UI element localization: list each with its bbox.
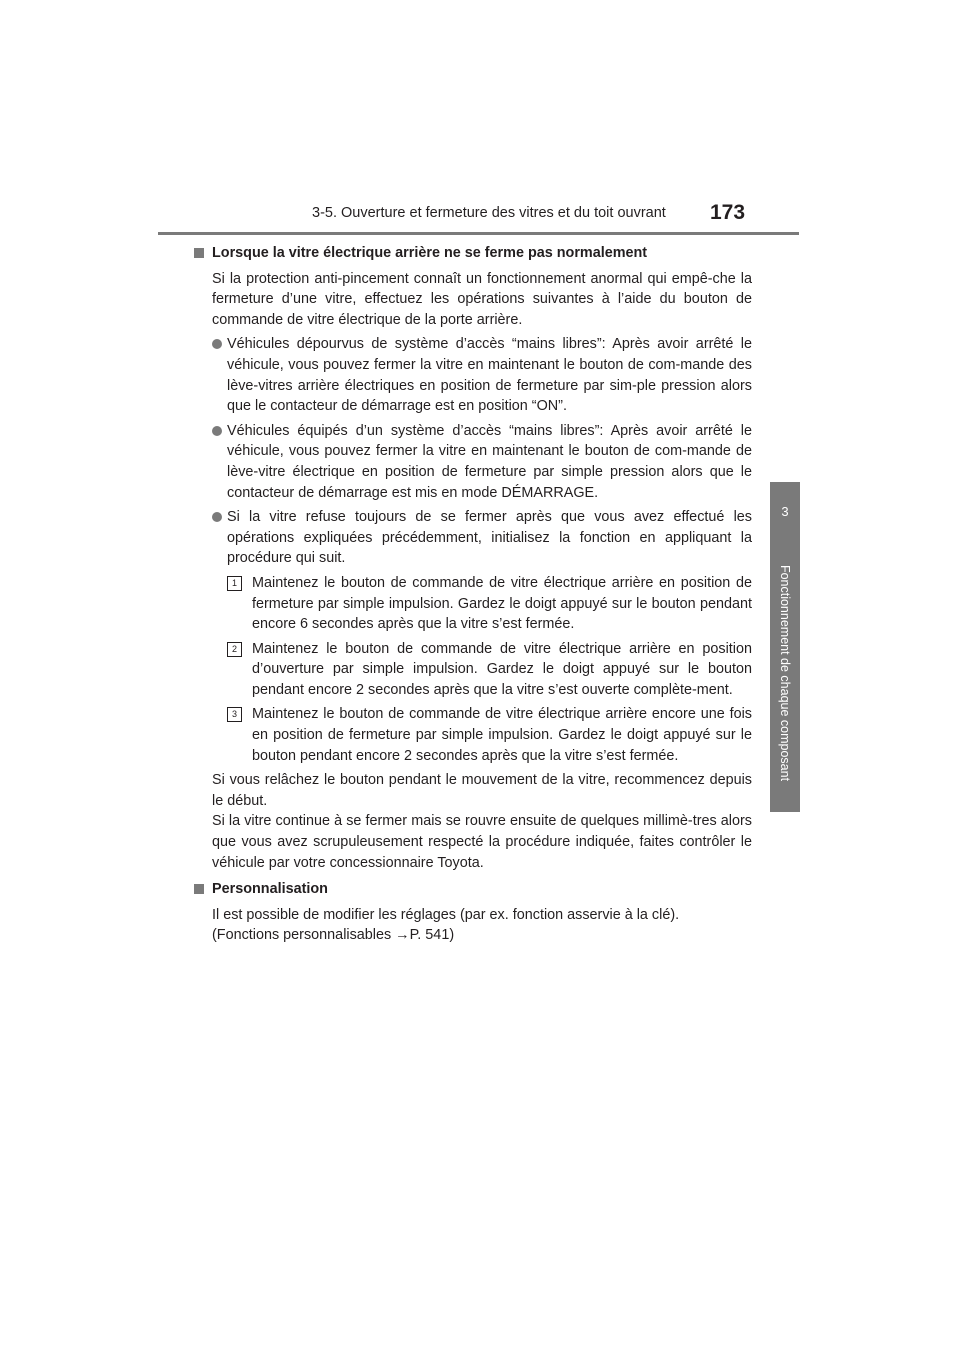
section-heading-text: Personnalisation	[212, 881, 328, 898]
bullet-text: Si la vitre refuse toujours de se fermer après que vous avez effectué les opérations expliquées précédemment, initialisez la fonction en appliquant la procédure qui suit.	[227, 509, 752, 567]
step-text: Maintenez le bouton de commande de vitre électrique arrière en position de fermeture par simple impulsion. Gardez le doigt appuyé sur le bouton pendant encore 6 secondes après que la vitre s’est fermée.	[252, 574, 752, 633]
step-text: Maintenez le bouton de commande de vitre électrique arrière encore une fois en position de fermeture par simple impulsion. Gardez le doigt appuyé sur le bouton pendant encore 2 secondes après que la vitre s’est fermée.	[252, 706, 752, 764]
step-number-box: 1	[227, 576, 242, 591]
step-text: Maintenez le bouton de commande de vitre électrique arrière en position d’ouverture par simple impulsion. Gardez le doigt appuyé sur le bouton pendant encore 2 secondes après que la vitre s’est ouverte complète-ment.	[252, 640, 752, 698]
note-paragraph	[212, 770, 752, 873]
bullet-item	[212, 334, 752, 416]
note-text-dealer: Si la vitre continue à se fermer mais se rouvre ensuite de quelques millimè-tres alors que vous avez scrupuleusement respecté la procédure indiquée, faites contrôler le véhicule par votre concessionnaire Toyota.	[212, 813, 752, 871]
page-content	[212, 243, 752, 950]
step-number-box: 3	[227, 707, 242, 722]
customization-paragraph	[212, 905, 752, 946]
circle-bullet-icon	[212, 426, 222, 436]
procedure-step	[212, 573, 752, 635]
page-number: 173	[710, 201, 746, 224]
section-heading-rear-window	[194, 243, 752, 264]
procedure-step	[212, 639, 752, 701]
chapter-side-tab	[770, 482, 800, 812]
square-bullet-icon	[194, 884, 204, 894]
section-heading-customization	[194, 879, 752, 900]
running-header-title: 3-5. Ouverture et fermeture des vitres et du toit ouvrant	[312, 205, 666, 221]
chapter-number: 3	[781, 504, 789, 519]
customization-text: Il est possible de modifier les réglages (par ex. fonction asservie à la clé).	[212, 906, 680, 923]
intro-paragraph: Si la protection anti-pincement connaît un fonctionnement anormal qui empê-che la fermeture d’une vitre, effectuez les opérations suivantes à l’aide du bouton de commande de vitre électrique de la porte arrière.	[212, 270, 752, 328]
circle-bullet-icon	[212, 512, 222, 522]
note-text-restart: Si vous relâchez le bouton pendant le mouvement de la vitre, recommencez depuis le début.	[212, 772, 752, 809]
step-number-box: 2	[227, 642, 242, 657]
customization-reference-link[interactable]: (Fonctions personnalisables →P. 541)	[212, 927, 455, 944]
bullet-item	[212, 507, 752, 569]
header-divider	[158, 232, 799, 235]
procedure-step	[212, 704, 752, 766]
square-bullet-icon	[194, 248, 204, 258]
circle-bullet-icon	[212, 339, 222, 349]
section-heading-text: Lorsque la vitre électrique arrière ne se ferme pas normalement	[212, 245, 648, 261]
chapter-title: Fonctionnement de chaque composant	[778, 564, 792, 782]
bullet-text: Véhicules équipés d’un système d’accès “mains libres”: Après avoir arrêté le véhicule, vous pouvez fermer la vitre en maintenant le bouton de com-mande de lève-vitre électrique en position de fermeture par simple pression alors que le contacteur de démarrage est mis en mode DÉMARRAGE.	[227, 422, 752, 501]
bullet-item	[212, 421, 752, 503]
bullet-text: Véhicules dépourvus de système d’accès “mains libres”: Après avoir arrêté le véhicule, vous pouvez fermer la vitre en maintenant le bouton de com-mande des lève-vitres arrière électriques en position de fermeture par sim-ple pression alors que le contacteur de démarrage est en position “ON”.	[227, 336, 752, 415]
